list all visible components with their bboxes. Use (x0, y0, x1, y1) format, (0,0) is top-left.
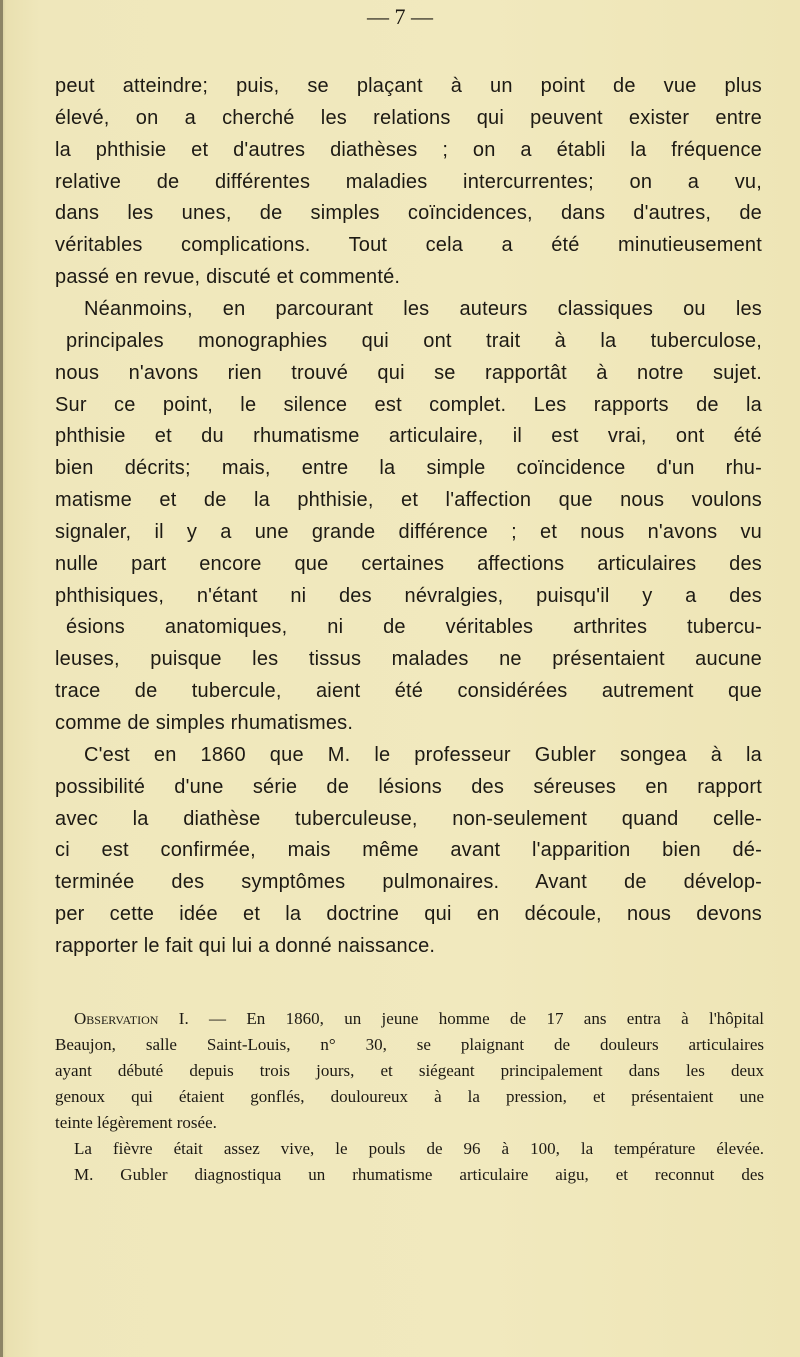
text-line: relative de différentes maladies intercurrentes; on a vu, (55, 170, 762, 193)
text-line: peut atteindre; puis, se plaçant à un point de vue plus (55, 75, 762, 97)
text-line: bien décrits; mais, entre la simple coïncidence d'un rhu- (55, 457, 762, 480)
text-line: nulle part encore que certaines affections articulaires des (55, 552, 762, 575)
observation-line-text: — En 1860, un jeune homme de 17 ans entra à l'hôpital (209, 1009, 764, 1028)
text-line: ésions anatomiques, ni de véritables arthrites tubercu- (66, 616, 762, 639)
text-line: principales monographies qui ont trait à la tuberculose, (66, 329, 762, 352)
text-line: ci est confirmée, mais même avant l'apparition bien dé- (55, 839, 762, 862)
text-line: dans les unes, de simples coïncidences, dans d'autres, de (55, 202, 762, 225)
text-line: possibilité d'une série de lésions des séreuses en rapport (55, 775, 762, 798)
text-line: C'est en 1860 que M. le professeur Gubler songea à la (84, 743, 762, 766)
text-line: la phthisie et d'autres diathèses ; on a établi la fréquence (55, 138, 762, 161)
text-line: passé en revue, discuté et commenté. (55, 266, 401, 289)
observation-line (74, 1006, 764, 1032)
text-line: matisme et de la phthisie, et l'affection que nous voulons (55, 489, 762, 512)
text-line: comme de simples rhumatismes. (55, 712, 354, 734)
text-line: trace de tubercule, aient été considérées autrement que (55, 680, 762, 703)
text-line: phthisie et du rhumatisme articulaire, il est vrai, ont été (55, 425, 762, 448)
text-line: phthisiques, n'étant ni des névralgies, puisqu'il y a des (55, 584, 762, 607)
text-line: avec la diathèse tuberculeuse, non-seulement quand celle- (55, 807, 762, 830)
text-line: Sur ce point, le silence est complet. Les rapports de la (55, 393, 762, 416)
text-line: nous n'avons rien trouvé qui se rapportât à notre sujet. (55, 361, 762, 384)
text-line: per cette idée et la doctrine qui en découle, nous devons (55, 903, 762, 926)
text-line: terminée des symptômes pulmonaires. Avant de dévelop- (55, 871, 762, 894)
page-number: — 7 — (367, 4, 433, 29)
observation-heading: Observation I. (74, 1009, 189, 1028)
page-edge (0, 0, 3, 1357)
observation-line: teinte légèrement rosée. (55, 1113, 217, 1132)
text-line: signaler, il y a une grande différence ; et nous n'avons vu (55, 520, 762, 543)
text-line: Néanmoins, en parcourant les auteurs classiques ou les (84, 297, 762, 320)
observation-line: ayant débuté depuis trois jours, et siégeant principalement dans les deux (55, 1061, 764, 1080)
observation-line: genoux qui étaient gonflés, douloureux à la pression, et présentaient une (55, 1087, 764, 1106)
text-line: élevé, on a cherché les relations qui peuvent exister entre (55, 106, 762, 129)
observation-line: Beaujon, salle Saint-Louis, n° 30, se plaignant de douleurs articulaires (55, 1035, 764, 1054)
text-line: rapporter le fait qui lui a donné naissance. (55, 934, 436, 957)
text-line: véritables complications. Tout cela a été minutieusement (55, 234, 762, 257)
observation-line: M. Gubler diagnostiqua un rhumatisme articulaire aigu, et reconnut des (74, 1165, 764, 1184)
text-line: leuses, puisque les tissus malades ne présentaient aucune (55, 648, 762, 671)
observation-line: La fièvre était assez vive, le pouls de 96 à 100, la température élevée. (74, 1139, 764, 1158)
